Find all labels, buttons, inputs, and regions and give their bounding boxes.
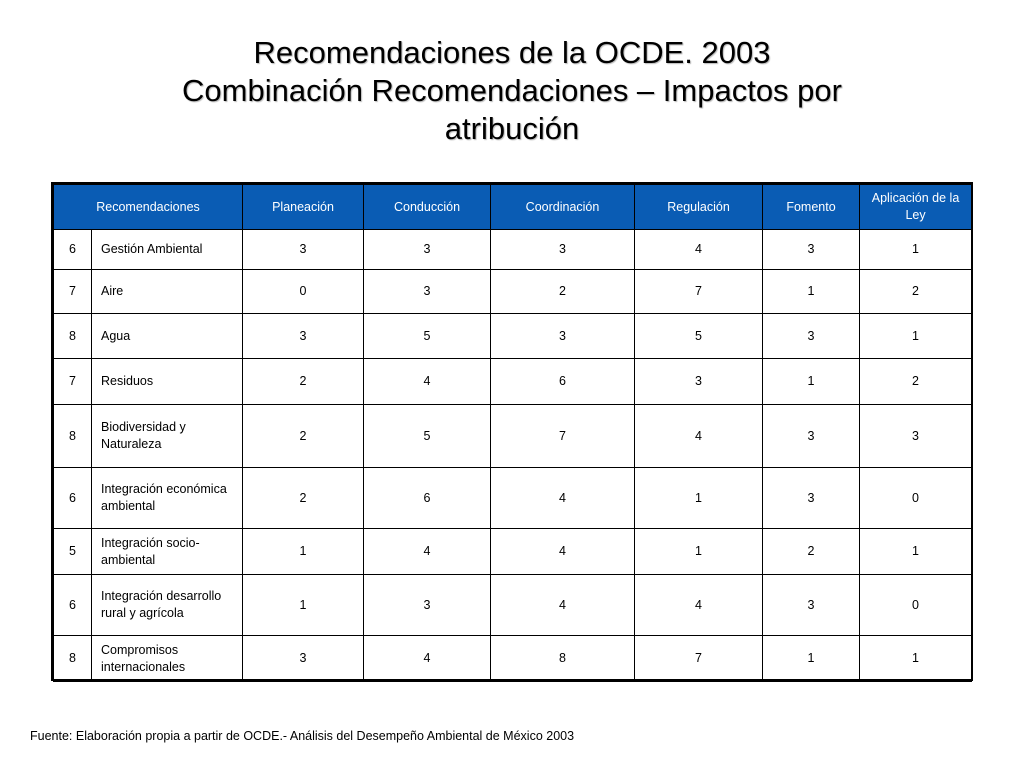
header-planeacion: Planeación bbox=[243, 185, 364, 230]
title-line-3: atribución bbox=[444, 111, 580, 146]
cell-planeacion: 3 bbox=[243, 314, 364, 359]
cell-fomento: 3 bbox=[763, 575, 860, 636]
cell-aplicacion-de-la-ley: 3 bbox=[860, 405, 972, 468]
cell-planeacion: 0 bbox=[243, 270, 364, 314]
row-number: 8 bbox=[54, 636, 92, 682]
table-row bbox=[54, 314, 972, 359]
cell-coordinacion: 3 bbox=[491, 230, 635, 270]
cell-regulacion: 4 bbox=[635, 575, 763, 636]
cell-regulacion: 1 bbox=[635, 468, 763, 529]
cell-aplicacion-de-la-ley: 2 bbox=[860, 359, 972, 405]
row-number: 6 bbox=[54, 230, 92, 270]
cell-coordinacion: 4 bbox=[491, 468, 635, 529]
cell-regulacion: 5 bbox=[635, 314, 763, 359]
header-aplicacion-de-la-ley: Aplicación de la Ley bbox=[860, 185, 972, 230]
cell-planeacion: 3 bbox=[243, 636, 364, 682]
row-number: 8 bbox=[54, 314, 92, 359]
cell-fomento: 3 bbox=[763, 468, 860, 529]
cell-aplicacion-de-la-ley: 1 bbox=[860, 636, 972, 682]
row-name: Residuos bbox=[92, 359, 243, 405]
cell-regulacion: 3 bbox=[635, 359, 763, 405]
row-name: Integración desarrollo rural y agrícola bbox=[92, 575, 243, 636]
cell-fomento: 1 bbox=[763, 270, 860, 314]
cell-conduccion: 3 bbox=[364, 575, 491, 636]
header-regulacion: Regulación bbox=[635, 185, 763, 230]
cell-fomento: 3 bbox=[763, 405, 860, 468]
row-number: 6 bbox=[54, 468, 92, 529]
row-name: Agua bbox=[92, 314, 243, 359]
table-row bbox=[54, 270, 972, 314]
cell-planeacion: 2 bbox=[243, 405, 364, 468]
cell-fomento: 1 bbox=[763, 636, 860, 682]
row-name: Biodiversidad y Naturaleza bbox=[92, 405, 243, 468]
cell-fomento: 3 bbox=[763, 314, 860, 359]
cell-regulacion: 4 bbox=[635, 230, 763, 270]
header-recomendaciones: Recomendaciones bbox=[54, 185, 243, 230]
table-row bbox=[54, 575, 972, 636]
cell-conduccion: 4 bbox=[364, 359, 491, 405]
title-line-1: Recomendaciones de la OCDE. 2003 bbox=[253, 35, 771, 70]
row-number: 7 bbox=[54, 270, 92, 314]
source-note: Fuente: Elaboración propia a partir de OCDE.- Análisis del Desempeño Ambiental de México 2003 bbox=[30, 729, 575, 743]
cell-planeacion: 1 bbox=[243, 575, 364, 636]
row-number: 8 bbox=[54, 405, 92, 468]
table-header-row bbox=[54, 185, 972, 230]
cell-regulacion: 4 bbox=[635, 405, 763, 468]
cell-conduccion: 5 bbox=[364, 314, 491, 359]
cell-aplicacion-de-la-ley: 1 bbox=[860, 230, 972, 270]
cell-conduccion: 4 bbox=[364, 636, 491, 682]
table-row bbox=[54, 636, 972, 682]
cell-aplicacion-de-la-ley: 1 bbox=[860, 529, 972, 575]
header-conduccion: Conducción bbox=[364, 185, 491, 230]
row-name: Compromisos internacionales bbox=[92, 636, 243, 682]
recommendations-table bbox=[51, 182, 973, 681]
cell-aplicacion-de-la-ley: 0 bbox=[860, 575, 972, 636]
row-name: Aire bbox=[92, 270, 243, 314]
table-row bbox=[54, 468, 972, 529]
cell-coordinacion: 6 bbox=[491, 359, 635, 405]
cell-aplicacion-de-la-ley: 2 bbox=[860, 270, 972, 314]
row-number: 7 bbox=[54, 359, 92, 405]
cell-fomento: 1 bbox=[763, 359, 860, 405]
cell-coordinacion: 3 bbox=[491, 314, 635, 359]
cell-conduccion: 3 bbox=[364, 270, 491, 314]
cell-regulacion: 1 bbox=[635, 529, 763, 575]
cell-conduccion: 4 bbox=[364, 529, 491, 575]
cell-conduccion: 6 bbox=[364, 468, 491, 529]
cell-regulacion: 7 bbox=[635, 636, 763, 682]
row-number: 5 bbox=[54, 529, 92, 575]
table-row bbox=[54, 529, 972, 575]
title-line-2: Combinación Recomendaciones – Impactos por bbox=[182, 73, 842, 108]
cell-coordinacion: 7 bbox=[491, 405, 635, 468]
header-coordinacion: Coordinación bbox=[491, 185, 635, 230]
cell-planeacion: 2 bbox=[243, 468, 364, 529]
cell-coordinacion: 8 bbox=[491, 636, 635, 682]
cell-aplicacion-de-la-ley: 1 bbox=[860, 314, 972, 359]
cell-conduccion: 5 bbox=[364, 405, 491, 468]
cell-conduccion: 3 bbox=[364, 230, 491, 270]
cell-planeacion: 3 bbox=[243, 230, 364, 270]
cell-coordinacion: 4 bbox=[491, 529, 635, 575]
cell-planeacion: 1 bbox=[243, 529, 364, 575]
table-row bbox=[54, 359, 972, 405]
row-name: Integración socio-ambiental bbox=[92, 529, 243, 575]
cell-coordinacion: 4 bbox=[491, 575, 635, 636]
row-name: Gestión Ambiental bbox=[92, 230, 243, 270]
slide-title bbox=[60, 34, 964, 148]
cell-coordinacion: 2 bbox=[491, 270, 635, 314]
cell-fomento: 3 bbox=[763, 230, 860, 270]
table-row bbox=[54, 230, 972, 270]
cell-fomento: 2 bbox=[763, 529, 860, 575]
cell-planeacion: 2 bbox=[243, 359, 364, 405]
row-number: 6 bbox=[54, 575, 92, 636]
cell-regulacion: 7 bbox=[635, 270, 763, 314]
table-row bbox=[54, 405, 972, 468]
row-name: Integración económica ambiental bbox=[92, 468, 243, 529]
cell-aplicacion-de-la-ley: 0 bbox=[860, 468, 972, 529]
header-fomento: Fomento bbox=[763, 185, 860, 230]
